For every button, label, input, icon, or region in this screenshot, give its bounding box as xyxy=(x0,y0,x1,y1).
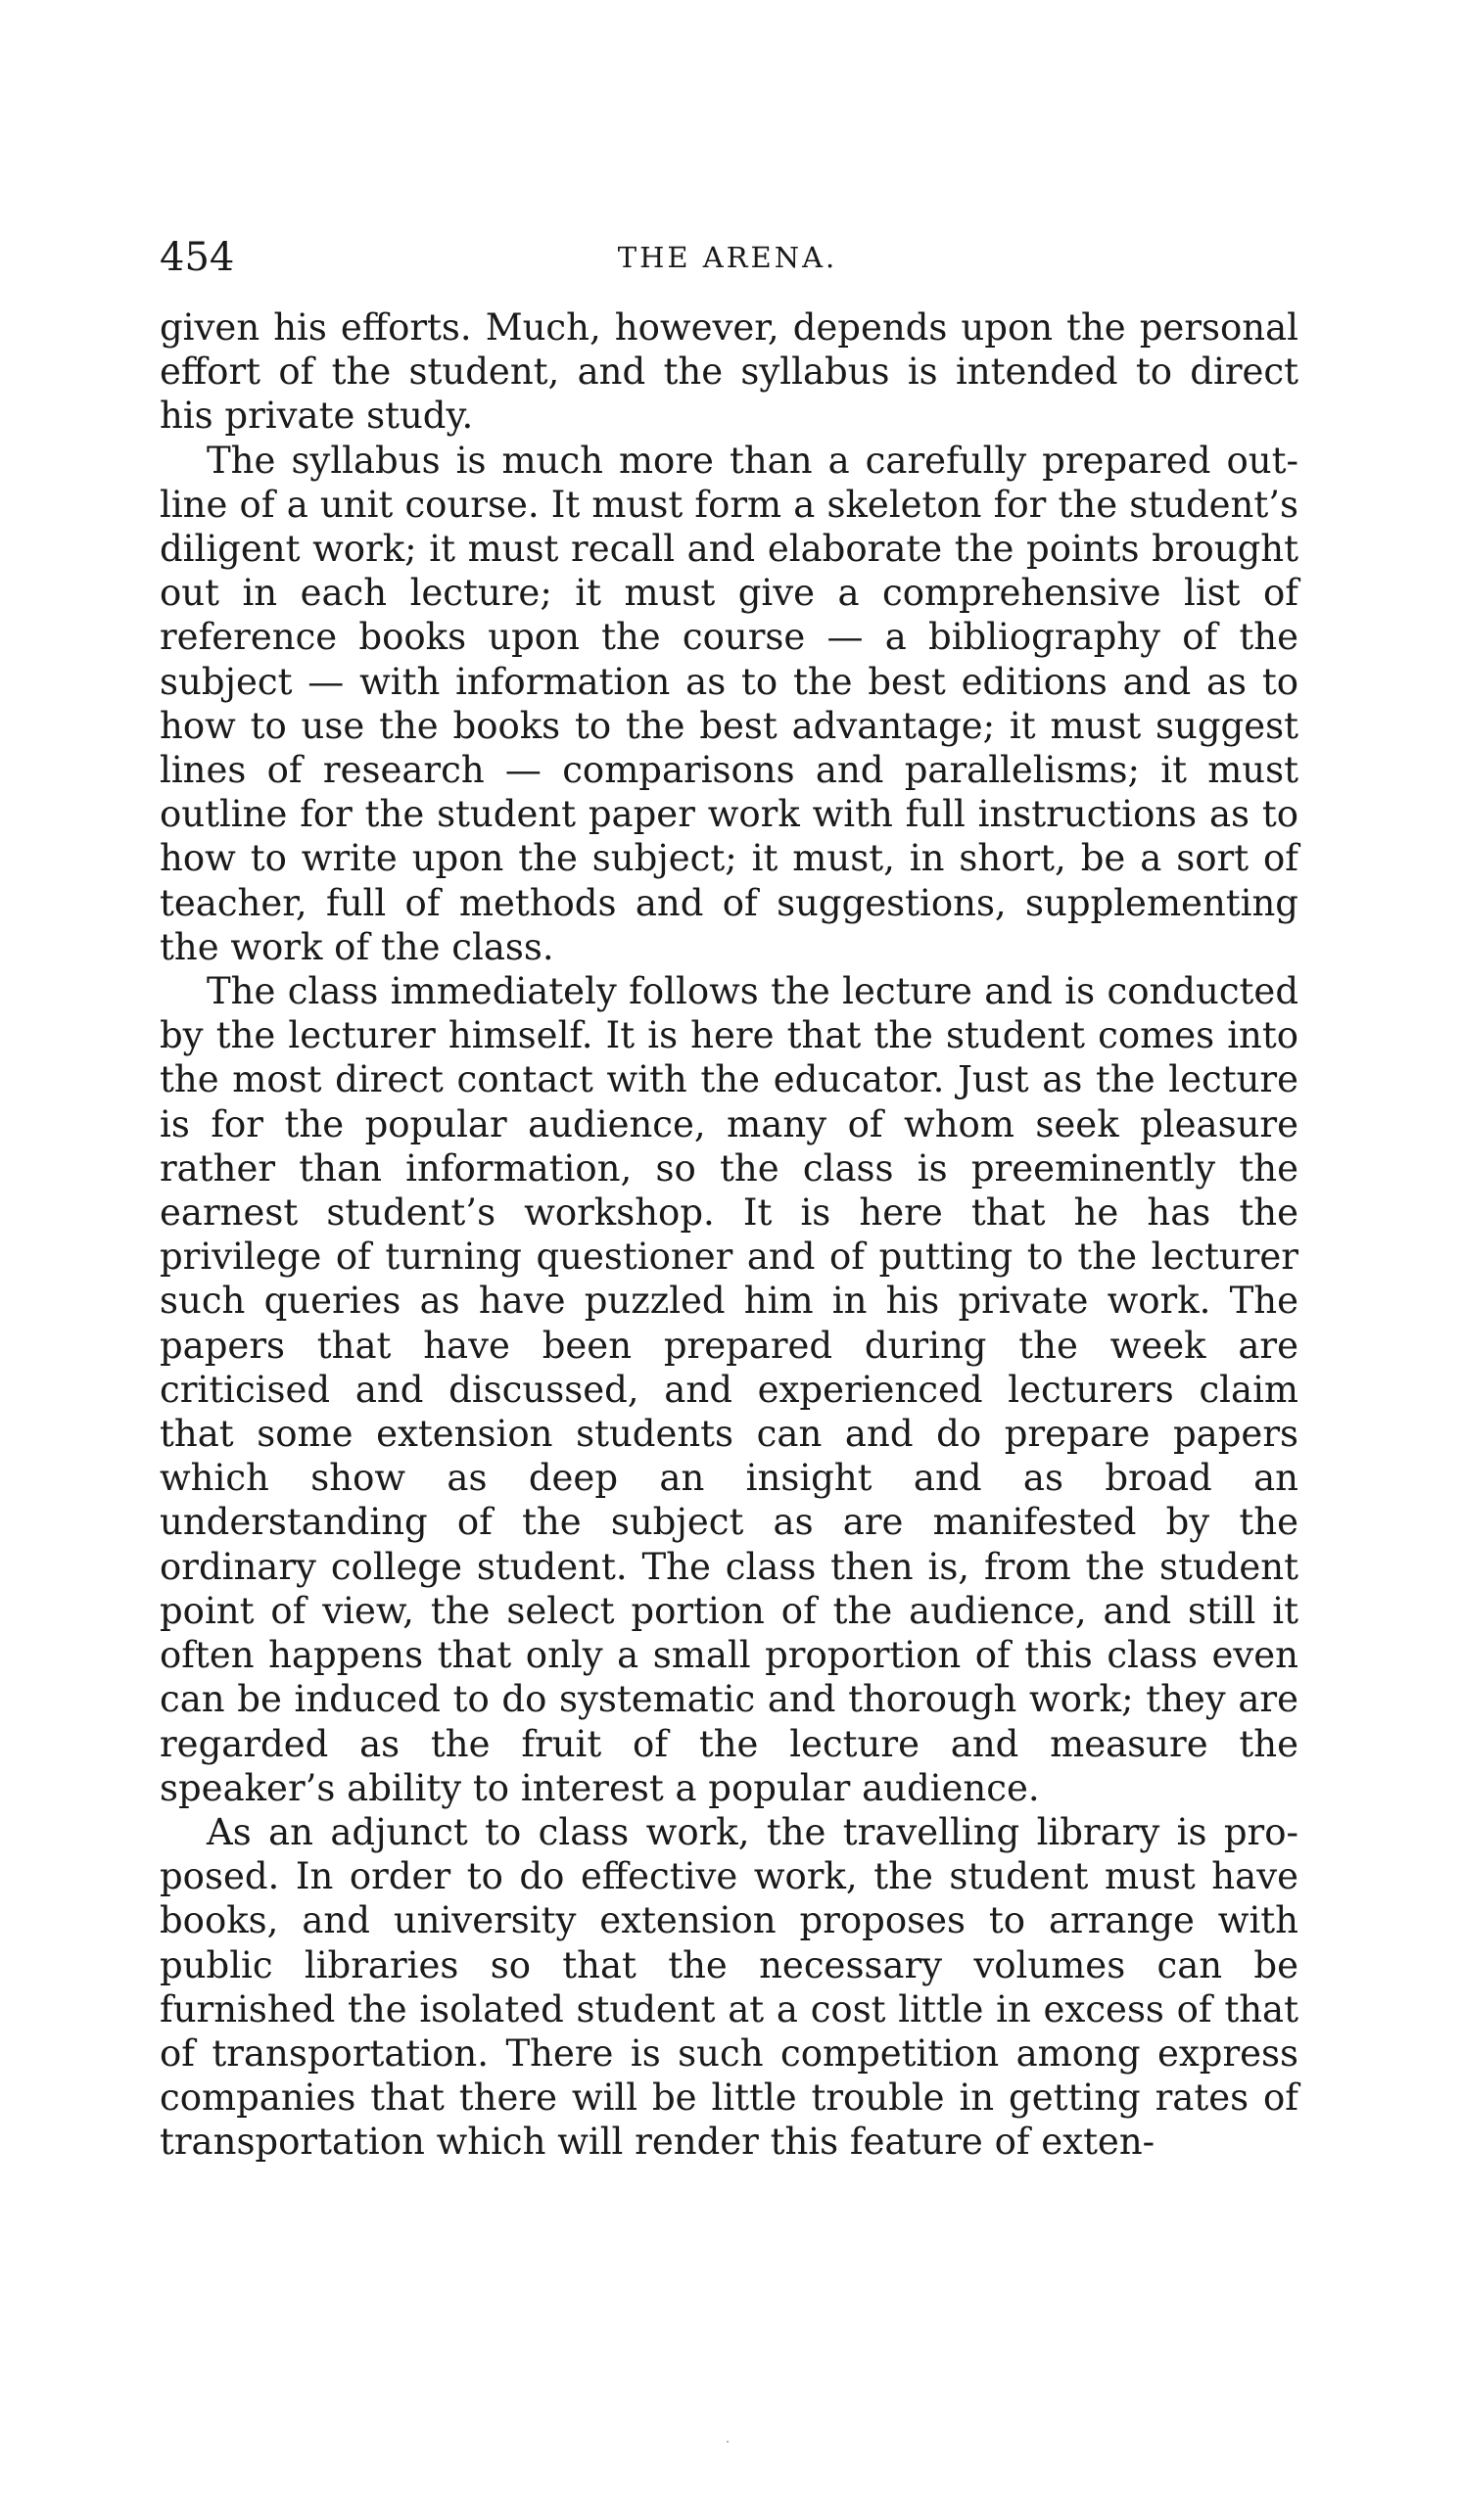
running-head xyxy=(160,233,1296,282)
paragraph-class: The class immediately follows the lecture and is conducted by the lecturer himself. It is here that the student comes into the most direct contact with the educator. Just as the lecture is for the popular audience, many of whom seek pleasure rather than information, so the class is preeminently the earnest student’s workshop. It is here that he has the privilege of turning questioner and of putting to the lecturer such queries as have puzzled him in his private work. The papers that have been prepared during the week are criticised and discussed, and experienced lecturers claim that some extension students can and do prepare papers which show as deep an insight and as broad an understanding of the subject as are manifested by the ordinary college student. The class then is, from the student point of view, the select portion of the audience, and still it often happens that only a small proportion of this class even can be induced to do systematic and thorough work; they are regarded as the fruit of the lecture and measure the speaker’s ability to interest a popular audience. xyxy=(160,970,1298,1809)
paragraph-continued: given his efforts. Much, however, depends upon the personal effort of the student, and the syllabus is intended to direct his private study. xyxy=(160,306,1298,438)
running-title: THE ARENA. xyxy=(617,241,838,274)
paragraph-syllabus: The syllabus is much more than a carefully prepared outline of a unit course. It must form a skeleton for the student’s diligent work; it must recall and elaborate the points brought out in each lecture; it must give a comprehensive list of reference books upon the course — a bibliography of the subject — with information as to the best editions and as to how to use the books to the best advantage; it must suggest lines of research — comparisons and parallelisms; it must outline for the student paper work with full instructions as to how to write upon the subject; it must, in short, be a sort of teacher, full of methods and of suggestions, supplementing the work of the class. xyxy=(160,439,1298,968)
stray-mark xyxy=(727,2441,729,2443)
page-number: 454 xyxy=(160,235,235,280)
paragraph-travelling-library: As an adjunct to class work, the travelling library is proposed. In order to do effective work, the student must have books, and university extension proposes to arrange with public libraries so that the necessary volumes can be furnished the isolated student at a cost little in excess of that of transportation. There is such competition among express companies that there will be little trouble in getting rates of transportation which will render this feature of exten- xyxy=(160,1810,1298,2164)
body-text xyxy=(160,305,1298,2165)
